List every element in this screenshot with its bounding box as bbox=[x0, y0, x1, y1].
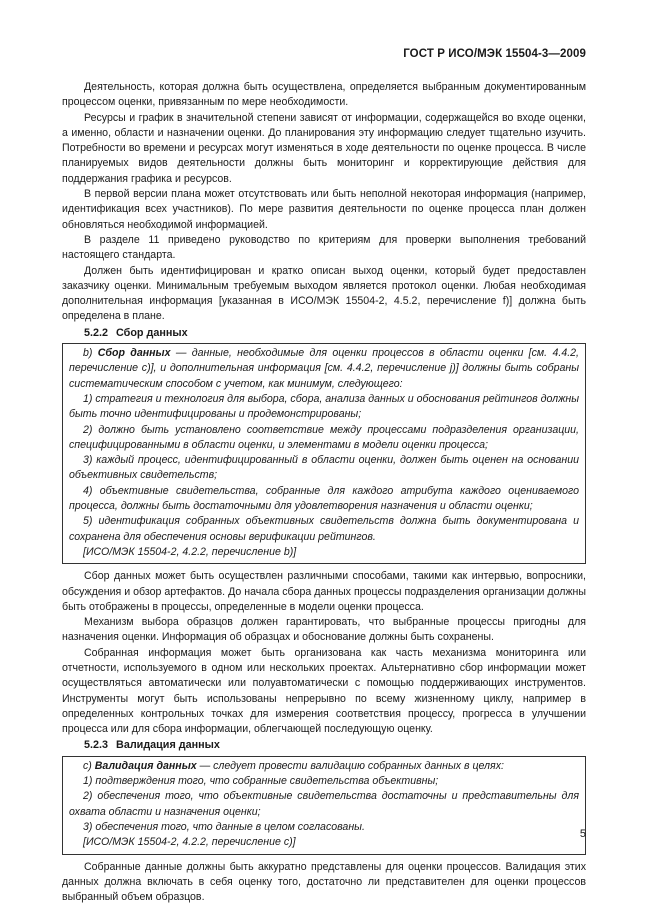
intro-paragraph: Деятельность, которая должна быть осуществлена, определяется выбранным документированным процессом оценки, привязанным по мере необходимости. bbox=[62, 81, 586, 109]
body-paragraph: Собранная информация может быть организована как часть механизма мониторинга или отчетности, используемого в одном или нескольких проектах. Альтернативно сбор информации может осуществляться автоматически или полуавтоматически с помощью поддерживающих инструментов. Инструменты могут быть использованы непрерывно по всему жизненному циклу, например в определенных контрольных точках для измерения соответствия процессу, прогресса в улучшении процесса или для сбора информации, облегчающей последующую оценку. bbox=[62, 646, 586, 736]
box-list-item: 4) объективные свидетельства, собранные для каждого атрибута каждого оцениваемого процесса, должны быть достаточными для удовлетворения назначения и области оценки; bbox=[69, 484, 579, 513]
requirement-box-data-collection bbox=[62, 343, 586, 564]
intro-paragraph: В разделе 11 приведено руководство по критериям для проверки выполнения требований настоящего стандарта. bbox=[62, 233, 586, 262]
section-heading-5-2-3 bbox=[62, 738, 586, 753]
body-paragraph: Сбор данных может быть осуществлен различными способами, такими как интервью, вопросники, обсуждения и обзор артефактов. До начала сбора данных процессы подразделения организации должны быть отображены в процессы, определенные в модели оценки процесса. bbox=[62, 570, 586, 613]
box-lead-text: — данные, необходимые для оценки процессов в области оценки [см. 4.4.2, перечисление c)], и дополнительная информация [см. 4.4.2, перечисление j)] должны быть собраны систематическим способом с учетом, как минимум, следующего: bbox=[69, 347, 579, 390]
section-number: 5.2.2 bbox=[84, 326, 109, 339]
box-list-item: 2) обеспечения того, что объективные свидетельства достаточны и представительны для охвата области и назначения оценки; bbox=[69, 790, 579, 818]
box-list-item: 1) подтверждения того, что собранные свидетельства объективны; bbox=[83, 775, 439, 788]
document-header: ГОСТ Р ИСО/МЭК 15504-3—2009 bbox=[403, 48, 586, 60]
page-content bbox=[62, 80, 586, 905]
intro-paragraph: Должен быть идентифицирован и кратко описан выход оценки, который будет предоставлен заказчику оценки. Минимальным требуемым выходом является протокол оценки. Любая необходимая дополнительная информация [указанная в ИСО/МЭК 15504-2, 4.5.2, перечисление f)] должна быть определена в плане. bbox=[62, 264, 586, 323]
box-list-item: 3) обеспечения того, что данные в целом согласованы. bbox=[83, 820, 365, 833]
box-list-item: 1) стратегия и технология для выбора, сбора, анализа данных и обоснования рейтингов должны быть точно идентифицированы и продемонстрированы; bbox=[69, 392, 579, 421]
section-heading-5-2-2 bbox=[62, 326, 586, 341]
box-list-item: 2) должно быть установлено соответствие между процессами подразделения организации, специфицированными в области оценки, и элементами в модели оценки процесса; bbox=[69, 423, 579, 451]
box-lead-term: Сбор данных bbox=[97, 347, 171, 360]
requirement-box-data-validation bbox=[62, 756, 586, 855]
box-lead-term: Валидация данных bbox=[94, 759, 197, 772]
section-number: 5.2.3 bbox=[84, 739, 109, 752]
section-title: Валидация данных bbox=[116, 739, 220, 752]
body-paragraph: Механизм выбора образцов должен гарантировать, что выбранные процессы пригодны для назначения оценки. Информация об образцах и обоснование должны быть сохранены. bbox=[62, 616, 586, 644]
box-lead bbox=[69, 346, 579, 392]
box-reference: [ИСО/МЭК 15504-2, 4.2.2, перечисление b)] bbox=[83, 545, 297, 558]
page-number: 5 bbox=[579, 828, 586, 840]
section-title: Сбор данных bbox=[116, 326, 188, 339]
body-paragraph: Собранные данные должны быть аккуратно представлены для оценки процессов. Валидация этих данных должна включать в себя оценку того, достаточно ли представителен для оценки процессов выбранный объем образцов. bbox=[62, 860, 586, 904]
box-lead-text: — следует провести валидацию собранных данных в целях: bbox=[196, 759, 504, 772]
box-lead-prefix: c) bbox=[83, 759, 95, 772]
box-reference: [ИСО/МЭК 15504-2, 4.2.2, перечисление c)] bbox=[83, 836, 296, 849]
box-lead-prefix: b) bbox=[83, 347, 98, 360]
intro-paragraph: Ресурсы и график в значительной степени зависят от информации, содержащейся во входе оценки, а именно, области и назначении оценки. До планирования эту информацию следует тщательно изучить. Потребности во времени и ресурсах могут изменяться в ходе деятельности по оценке процесса. В числе планируемых видов деятельности должны быть мониторинг и корректирующие действия для поддержания графика и ресурсов. bbox=[62, 111, 586, 185]
box-lead bbox=[69, 759, 579, 774]
box-list-item: 3) каждый процесс, идентифицированный в области оценки, должен быть оценен на основании объективных свидетельств; bbox=[69, 454, 579, 482]
box-list-item: 5) идентификация собранных объективных свидетельств должна быть документирована и сохранена для обеспечения основы верификации рейтингов. bbox=[69, 515, 579, 543]
intro-paragraph: В первой версии плана может отсутствовать или быть неполной некоторая информация (например, идентификация всех участников). По мере развития деятельности по оценке процесса план должен обновляться необходимой информацией. bbox=[62, 188, 586, 231]
